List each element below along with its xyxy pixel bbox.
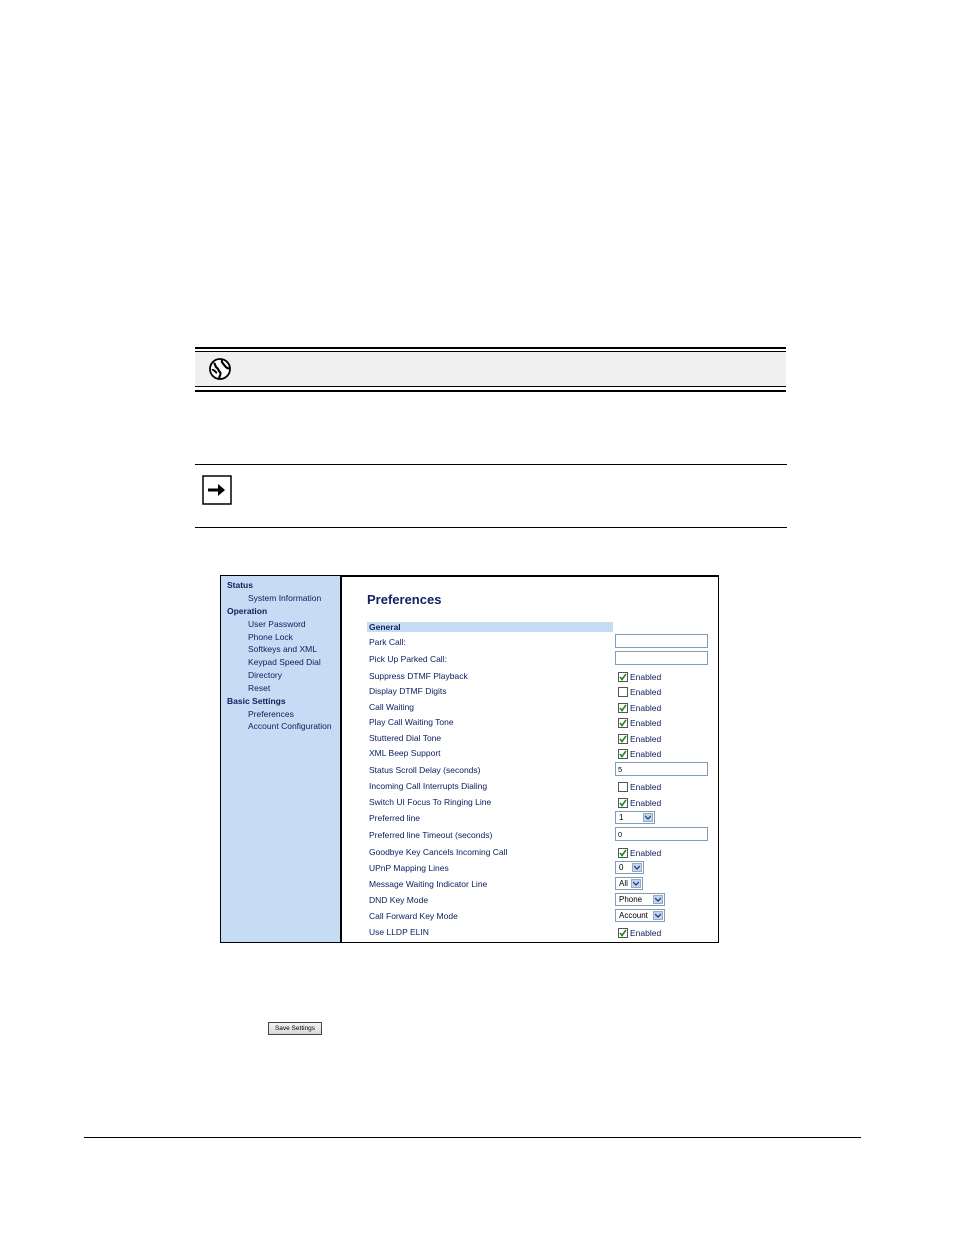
chevron-down-icon[interactable] <box>653 911 663 920</box>
save-settings-button[interactable]: Save Settings <box>268 1022 322 1035</box>
nav-section-basic-settings[interactable]: Basic Settings <box>227 696 286 706</box>
switch-ui-focus-label: Switch UI Focus To Ringing Line <box>369 797 492 807</box>
incoming-call-interrupts-label: Incoming Call Interrupts Dialing <box>369 781 488 791</box>
preferred-line-timeout-input[interactable] <box>615 827 708 841</box>
note-callout <box>195 464 787 529</box>
call-forward-key-mode-select[interactable] <box>615 909 665 922</box>
call-waiting-option: Enabled <box>630 703 662 713</box>
use-lldp-elin-label: Use LLDP ELIN <box>369 927 429 937</box>
stuttered-dial-tone-label: Stuttered Dial Tone <box>369 733 442 743</box>
stuttered-dial-tone-checkbox[interactable] <box>618 734 628 744</box>
nav-item-directory[interactable]: Directory <box>248 670 283 680</box>
web-ui-callout <box>195 347 786 393</box>
checkmark-icon <box>619 673 627 681</box>
checkmark-icon <box>619 750 627 758</box>
upnp-mapping-lines-label: UPnP Mapping Lines <box>369 863 449 873</box>
nav-item-account-configuration[interactable]: Account Configuration <box>248 721 332 731</box>
dnd-key-mode-label: DND Key Mode <box>369 895 429 905</box>
xml-beep-support-label: XML Beep Support <box>369 748 441 758</box>
nav-section-status[interactable]: Status <box>227 580 253 590</box>
upnp-mapping-lines-value: 0 <box>619 863 624 872</box>
dnd-key-mode-value: Phone <box>619 895 643 904</box>
preferred-line-timeout-label: Preferred line Timeout (seconds) <box>369 830 493 840</box>
goodbye-key-checkbox[interactable] <box>618 848 628 858</box>
play-call-waiting-tone-label: Play Call Waiting Tone <box>369 717 454 727</box>
park-call-input[interactable] <box>615 634 708 648</box>
call-forward-key-mode-value: Account <box>619 911 648 920</box>
nav-item-softkeys-xml[interactable]: Softkeys and XML <box>248 644 317 654</box>
play-call-waiting-tone-checkbox[interactable] <box>618 718 628 728</box>
mwi-line-label: Message Waiting Indicator Line <box>369 879 488 889</box>
checkmark-icon <box>619 849 627 857</box>
chevron-down-icon[interactable] <box>632 863 642 872</box>
main-content <box>344 576 718 942</box>
chevron-down-icon[interactable] <box>653 895 663 904</box>
display-dtmf-option: Enabled <box>630 687 662 697</box>
upnp-mapping-lines-select[interactable] <box>615 861 644 874</box>
suppress-dtmf-checkbox[interactable] <box>618 672 628 682</box>
section-header-general: General <box>369 622 401 632</box>
display-dtmf-checkbox[interactable] <box>618 687 628 697</box>
nav-item-user-password[interactable]: User Password <box>248 619 306 629</box>
footer-rule <box>84 1137 861 1138</box>
display-dtmf-label: Display DTMF Digits <box>369 686 447 696</box>
checkmark-icon <box>619 704 627 712</box>
goodbye-key-label: Goodbye Key Cancels Incoming Call <box>369 847 508 857</box>
switch-ui-focus-option: Enabled <box>630 798 662 808</box>
incoming-call-interrupts-option: Enabled <box>630 782 662 792</box>
call-forward-key-mode-label: Call Forward Key Mode <box>369 911 458 921</box>
preferred-line-select[interactable] <box>615 811 655 824</box>
goodbye-key-option: Enabled <box>630 848 662 858</box>
use-lldp-elin-checkbox[interactable] <box>618 928 628 938</box>
checkmark-icon <box>619 929 627 937</box>
checkmark-icon <box>619 799 627 807</box>
status-scroll-delay-input[interactable] <box>615 762 708 776</box>
preferred-line-value: 1 <box>619 813 624 822</box>
checkmark-icon <box>619 719 627 727</box>
xml-beep-support-checkbox[interactable] <box>618 749 628 759</box>
sidebar-nav <box>221 576 342 942</box>
mwi-line-select[interactable] <box>615 877 643 890</box>
switch-ui-focus-checkbox[interactable] <box>618 798 628 808</box>
checkmark-icon <box>619 735 627 743</box>
mwi-line-value: All <box>619 879 628 888</box>
chevron-down-icon[interactable] <box>643 813 653 822</box>
call-waiting-label: Call Waiting <box>369 702 415 712</box>
play-call-waiting-tone-option: Enabled <box>630 718 662 728</box>
use-lldp-elin-option: Enabled <box>630 928 662 938</box>
preferred-line-label: Preferred line <box>369 813 421 823</box>
nav-item-phone-lock[interactable]: Phone Lock <box>248 632 293 642</box>
arrow-right-icon <box>202 475 232 505</box>
status-scroll-delay-label: Status Scroll Delay (seconds) <box>369 765 481 775</box>
section-header-bar <box>367 622 613 632</box>
nav-item-system-information[interactable]: System Information <box>248 593 322 603</box>
nav-section-operation[interactable]: Operation <box>227 606 268 616</box>
call-waiting-checkbox[interactable] <box>618 703 628 713</box>
nav-item-preferences[interactable]: Preferences <box>248 709 294 719</box>
globe-icon <box>208 357 232 381</box>
park-call-label: Park Call: <box>369 637 406 647</box>
suppress-dtmf-option: Enabled <box>630 672 662 682</box>
dnd-key-mode-select[interactable] <box>615 893 665 906</box>
incoming-call-interrupts-checkbox[interactable] <box>618 782 628 792</box>
nav-item-reset[interactable]: Reset <box>248 683 271 693</box>
page-title: Preferences <box>367 592 442 607</box>
web-ui-screenshot <box>220 575 719 943</box>
stuttered-dial-tone-option: Enabled <box>630 734 662 744</box>
pick-up-parked-call-label: Pick Up Parked Call: <box>369 654 447 664</box>
pick-up-parked-call-input[interactable] <box>615 651 708 665</box>
suppress-dtmf-label: Suppress DTMF Playback <box>369 671 468 681</box>
xml-beep-support-option: Enabled <box>630 749 662 759</box>
nav-item-keypad-speed-dial[interactable]: Keypad Speed Dial <box>248 657 321 667</box>
chevron-down-icon[interactable] <box>631 879 641 888</box>
